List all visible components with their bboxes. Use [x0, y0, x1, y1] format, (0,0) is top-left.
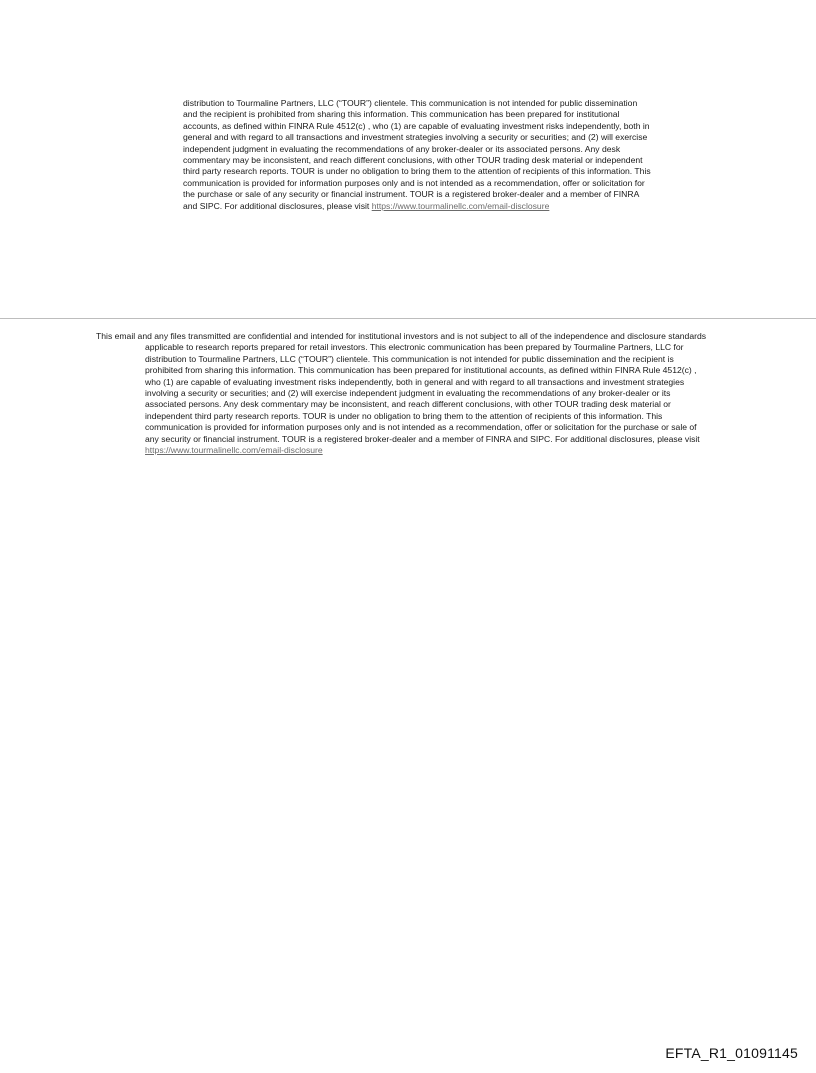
disclosure-text-1: distribution to Tourmaline Partners, LLC (“TOUR”) clientele. This communication is not intended for public dissemination and the recipient is prohibited from sharing this information. This communication has been prepared for institutional accounts, as defined within FINRA Rule 4512(c) , who (1) are capable of evaluating investment risks independently, both in general and with regard to all transactions and investment strategies involving a security or securities; and (2) will exercise independent judgment in evaluating the recommendations of any broker-dealer or its associated persons. Any desk commentary may be inconsistent, and reach different conclusions, with other TOUR trading desk material or independent third party research reports. TOUR is under no obligation to bring them to the attention of recipients of this information. This communication is provided for information purposes only and is not intended as a recommendation, offer or solicitation for the purchase or sale of any security or financial instrument. TOUR is a registered broker-dealer and a member of FINRA and SIPC. For additional disclosures, please visit — [183, 98, 651, 211]
document-id: EFTA_R1_01091145 — [665, 1045, 798, 1061]
disclosure-text-2: This email and any files transmitted are confidential and intended for institutional investors and is not subject to all of the independence and disclosure standards applicable to research reports prepared for retail investors. This electronic communication has been prepared by Tourmaline Partners, LLC for distribution to Tourmaline Partners, LLC (“TOUR”) clientele. This communication is not intended for public dissemination and the recipient is prohibited from sharing this information. This communication has been prepared for institutional accounts, as defined within FINRA Rule 4512(c) , who (1) are capable of evaluating investment risks independently, both in general and with regard to all transactions and investment strategies involving a security or securities; and (2) will exercise independent judgment in evaluating the recommendations of any broker-dealer or its associated persons. Any desk commentary may be inconsistent, and reach different conclusions, with other TOUR trading desk material or independent third party research reports. TOUR is under no obligation to bring them to the attention of recipients of this information. This communication is provided for information purposes only and is not intended as a recommendation, offer or solicitation for the purchase or sale of any security or financial instrument. TOUR is a registered broker-dealer and a member of FINRA and SIPC. For additional disclosures, please visit — [96, 331, 707, 444]
disclosure-paragraph-1 — [183, 98, 653, 212]
disclosure-paragraph-2 — [96, 331, 708, 456]
disclosure-link-2[interactable]: https://www.tourmalinellc.com/email-disclosure — [145, 445, 323, 456]
disclosure-link-1[interactable]: https://www.tourmalinellc.com/email-disclosure — [371, 200, 550, 211]
section-divider — [0, 318, 816, 319]
